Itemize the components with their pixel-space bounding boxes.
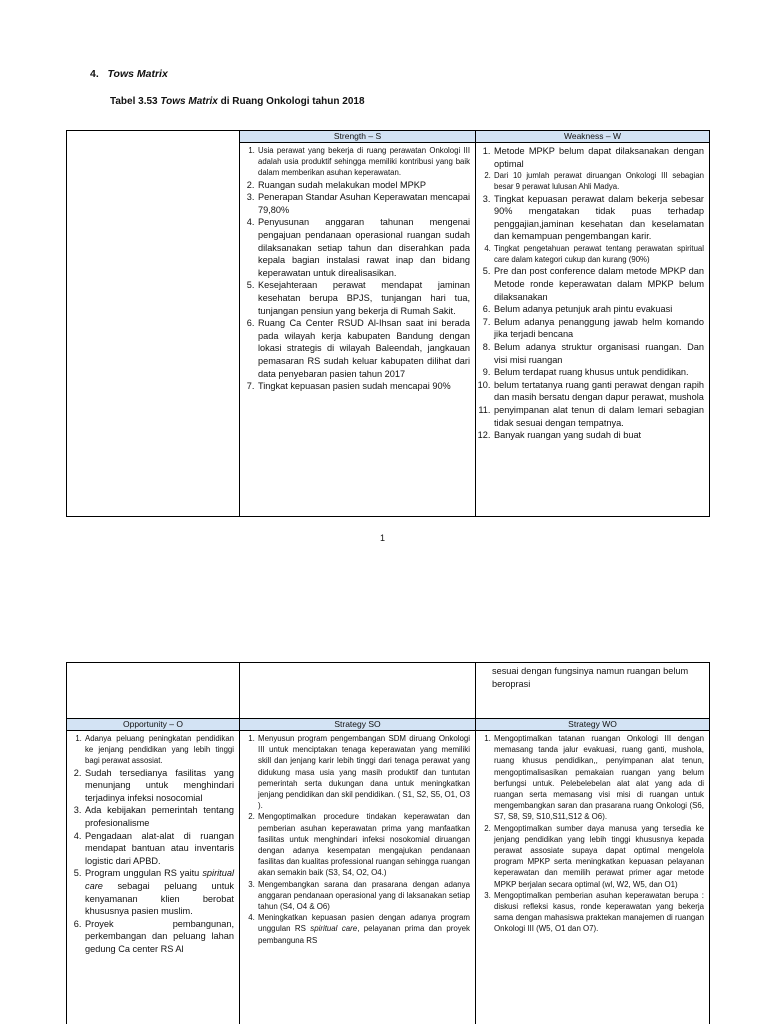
list-item: 1. Metode MPKP belum dapat dilaksanakan dengan optimal xyxy=(493,145,704,170)
empty-corner-cell xyxy=(67,131,240,143)
list-item: 4. Penyusunan anggaran tahunan mengenai pengajuan pendanaan operasional ruangan sudah dilaksanakan setiap tahun dan diserahkan pada kepala bagian instalasi rawat inap dan bidang keperawatan untuk direalisasikan. xyxy=(257,216,470,279)
table-caption xyxy=(110,96,365,107)
list-item: 3. Penerapan Standar Asuhan Keperawatan mencapai 79,80% xyxy=(257,191,470,216)
list-item: 3. Mengoptimalkan pemberian asuhan keperawatan berupa : diskusi refleksi kasus, ronde keperawatan yang bekerja sama dengan mahasiswa praktekan manajemen di ruangan Onkologi III (W5, O1 dan O7). xyxy=(493,890,704,935)
opportunity-cell xyxy=(67,731,240,1024)
list-item: 1. Mengoptimalkan tatanan ruangan Onkologi III dengan memasang tanda jalur evakuasi, ruang ganti, mushola, ruang khusus pendidikan,, penyimpanan alat tenun, mengoptimalisasikan pemakaian ruangan yang belum berfungsi untuk. Pelebelebelan alat alat yang ada di ruangan serta memasang visi misi di ruangan untuk mengembangkan saran dan prasarana ruang Onkologi (S6, S7, S8, S9, S10,S11,S12 & O6). xyxy=(493,733,704,823)
tows-table-part-2 xyxy=(66,662,710,1024)
list-item: 7. Belum adanya penanggung jawab helm komando jika terjadi bencana xyxy=(493,316,704,341)
strength-cell xyxy=(240,143,476,517)
document-page-2 xyxy=(0,662,768,1024)
list-item: 3. Tingkat kepuasan perawat dalam bekerja sebesar 90% mengatakan tidak puas terhadap penggajian,jaminan kesehatan dan keselamatan dan kemampuan pengembangan karir. xyxy=(493,193,704,243)
list-item: 2. Dari 10 jumlah perawat diruangan Onkologi III sebagian besar 9 perawat lulusan Ahli Madya. xyxy=(493,170,704,192)
section-number: 4. xyxy=(90,68,99,80)
list-item: 5. Pre dan post conference dalam metode MPKP dan Metode ronde keperawatan dalam MPKP belum dilaksanakan xyxy=(493,265,704,303)
strength-header: Strength – S xyxy=(240,131,476,143)
weakness-cell xyxy=(476,143,710,517)
strength-list xyxy=(240,145,475,393)
weakness-header: Weakness – W xyxy=(476,131,710,143)
opportunity-list xyxy=(67,733,239,956)
weakness-continuation-text: sesuai dengan fungsinya namun ruangan belum beroprasi xyxy=(492,666,689,689)
list-item: 4. Tingkat pengetahuan perawat tentang perawatan spiritual care dalam kategori cukup dan kurang (90%) xyxy=(493,243,704,265)
empty-middle-cell xyxy=(240,663,476,719)
weakness-continuation-cell xyxy=(476,663,710,719)
list-item: 1. Adanya peluang peningkatan pendidikan ke jenjang pendidikan yang lebih tinggi bagi perawat assosiat. xyxy=(84,733,234,767)
page-gap xyxy=(0,560,768,662)
list-item: 6. Belum adanya petunjuk arah pintu evakuasi xyxy=(493,303,704,316)
strategy-wo-list xyxy=(476,733,709,935)
list-item: 4. Meningkatkan kepuasan pasien dengan adanya program unggulan RS spiritual care, pelayanan prima dan proyek pembanguna RS xyxy=(257,912,470,946)
caption-italic: Tows Matrix xyxy=(160,96,218,107)
list-item: 6. Proyek pembangunan, perkembangan dan peluang lahan gedung Ca center RS Al xyxy=(84,918,234,956)
list-item: 3. Ada kebijakan pemerintah tentang profesionalisme xyxy=(84,804,234,829)
list-item: 11. penyimpanan alat tenun di dalam lemari sebagian tidak sesuai dengan tempatnya. xyxy=(493,404,704,429)
section-title: Tows Matrix xyxy=(107,68,168,80)
weakness-list xyxy=(476,145,709,442)
list-item: 3. Mengembangkan sarana dan prasarana dengan adanya anggaran pendanaan operasional yang di laksanakan setiap tahun (S4, O4 & O6) xyxy=(257,879,470,913)
page-number: 1 xyxy=(380,533,386,543)
list-item: 2. Sudah tersedianya fasilitas yang menunjang untuk menghindari terjadinya infeksi nosocomial xyxy=(84,767,234,805)
list-item: 7. Tingkat kepuasan pasien sudah mencapai 90% xyxy=(257,380,470,393)
strategy-so-cell xyxy=(240,731,476,1024)
list-item: 12. Banyak ruangan yang sudah di buat xyxy=(493,429,704,442)
list-item: 5. Kesejahteraan perawat mendapat jaminan kesehatan berupa BPJS, tunjangan hari tua, tunjangan pensiun yang bekerja di Rumah Sakit. xyxy=(257,279,470,317)
list-item: 6. Ruang Ca Center RSUD Al-Ihsan saat ini berada pada wilayah kerja kabupaten Bandung dengan lokasi strategis di wilayah Baleendah, jangkauan pemasaran RS sudah keluar kabupaten dilihat dari data penyebaran pasien tahun 2017 xyxy=(257,317,470,380)
list-item: 2. Mengoptimalkan procedure tindakan keperawatan dan pemberian asuhan keperawatan prima yang manfaatkan fasilitas untuk menghindari infeksi nosokomial diruangan dengan adanya kesempatan mengajukan pendanaan fasilitas dan kualitas professional ruangan sehingga ruangan akan semakin baik (S3, S4, O2, O4.) xyxy=(257,811,470,878)
empty-left-cell xyxy=(67,663,240,719)
list-item: 10. belum tertatanya ruang ganti perawat dengan rapih dan masih bersatu dengan dapur perawat, mushola xyxy=(493,379,704,404)
empty-left-cell xyxy=(67,143,240,517)
list-item: 1. Menyusun program pengembangan SDM diruang Onkologi III untuk menciptakan tenaga keperawatan yang memiliki skill dan jenjang karir lebih tinggi dari tenaga perawat yang didukung masa usia yang masih produktif dan tuntutan pemerintah serta dukungan dana untuk meningkatkan jenjang pendidikan dan skil pendidikan. ( S1, S2, S5, O1, O3 ). xyxy=(257,733,470,811)
list-item: 5. Program unggulan RS yaitu spiritual care sebagai peluang untuk kenyamanan klien berobat khususnya pasien muslim. xyxy=(84,867,234,917)
caption-suffix: di Ruang Onkologi tahun 2018 xyxy=(220,96,365,107)
list-item: 9. Belum terdapat ruang khusus untuk pendidikan. xyxy=(493,366,704,379)
list-item: 2. Mengoptimalkan sumber daya manusa yang tersedia ke jenjang pendidikan yang lebih tinggi khususnya kepada perawat assosiate supaya dapat optimal mengelola program MPKP serta meningkatkan kepuasan pelayanan keperawatan dan memilih perawat primer agar metode MPKP berjalan secara optimal (wl, W2, W5, dan O1) xyxy=(493,823,704,890)
strategy-so-header: Strategy SO xyxy=(240,719,476,731)
section-heading xyxy=(90,68,168,80)
strategy-wo-header: Strategy WO xyxy=(476,719,710,731)
opportunity-header: Opportunity – O xyxy=(67,719,240,731)
tows-table-part-1 xyxy=(66,130,710,517)
list-item: 8. Belum adanya struktur organisasi ruangan. Dan visi misi ruangan xyxy=(493,341,704,366)
strategy-so-list xyxy=(240,733,475,946)
strategy-wo-cell xyxy=(476,731,710,1024)
list-item: 1. Usia perawat yang bekerja di ruang perawatan Onkologi III adalah usia produktif sehingga memiliki kontribusi yang baik dalam memberikan asuhan keperawatan. xyxy=(257,145,470,179)
caption-prefix: Tabel 3.53 xyxy=(110,96,158,107)
list-item: 2. Ruangan sudah melakukan model MPKP xyxy=(257,179,470,192)
list-item: 4. Pengadaan alat-alat di ruangan mendapat bantuan atau inventaris logistic dari APBD. xyxy=(84,830,234,868)
